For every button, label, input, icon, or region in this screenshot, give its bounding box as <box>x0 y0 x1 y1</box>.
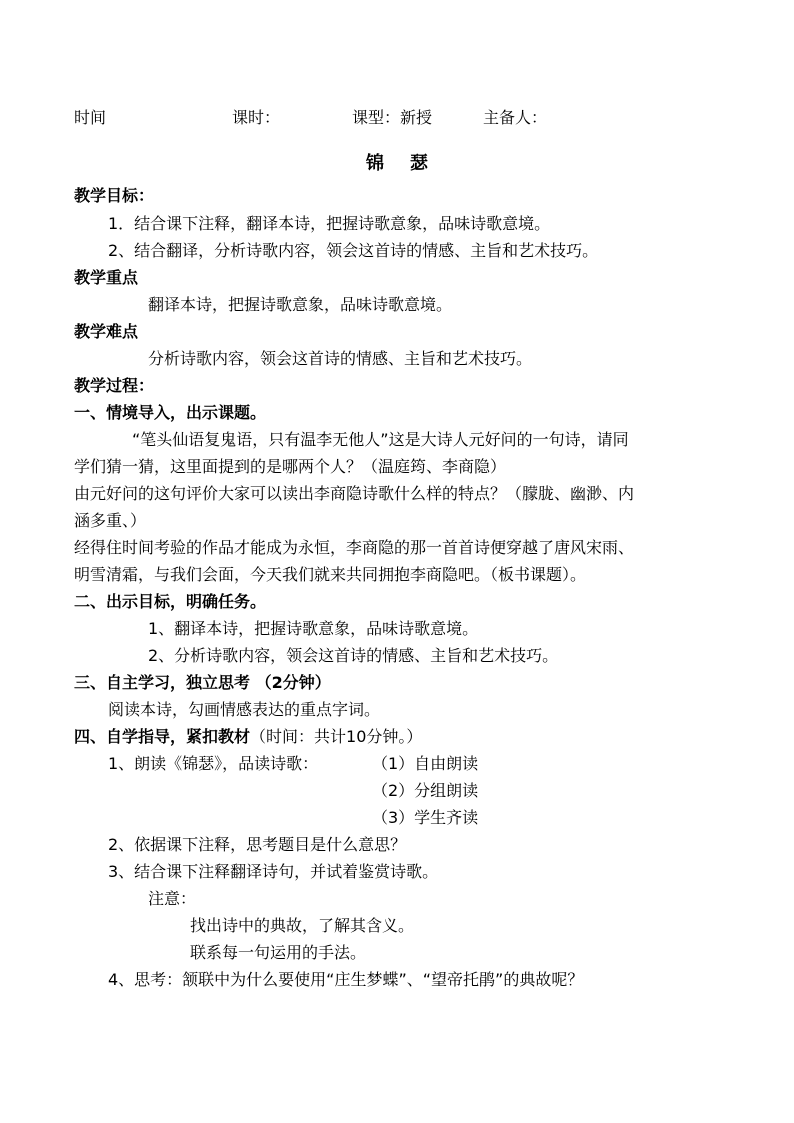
reading-option-2: （2）分组朗读 <box>372 781 479 800</box>
preparer-label: 主备人： <box>483 108 548 127</box>
section3-text: 阅读本诗，勾画情感表达的重点字词。 <box>108 700 381 719</box>
section1-line-4: 涵多重、） <box>74 511 147 530</box>
reading-option-3: （3）学生齐读 <box>372 808 479 827</box>
section4-heading-row <box>74 727 422 747</box>
goals-heading: 教学目标： <box>74 186 155 205</box>
difficulties-text: 分析诗歌内容，领会这首诗的情感、主旨和艺术技巧。 <box>148 349 533 368</box>
section2-heading: 二、出示目标，明确任务。 <box>74 592 267 611</box>
section1-line-5: 经得住时间考验的作品才能成为永恒，李商隐的那一首首诗便穿越了唐风宋雨、 <box>74 538 635 557</box>
lesson-type-label: 课型：新授 <box>352 108 433 127</box>
note-item-1: 找出诗中的典故，了解其含义。 <box>190 916 415 935</box>
goal-item-1: 1．结合课下注释，翻译本诗，把握诗歌意象，品味诗歌意境。 <box>108 214 551 233</box>
page-title: 锦瑟 <box>366 153 454 174</box>
section1-line-3: 由元好问的这句评价大家可以读出李商隐诗歌什么样的特点？（朦胧、幽渺、内 <box>74 484 635 503</box>
process-heading: 教学过程： <box>74 376 155 395</box>
reading-option-1: （1）自由朗读 <box>372 754 479 773</box>
note-label: 注意： <box>148 889 197 908</box>
section4-item-2: 2、依据课下注释，思考题目是什么意思？ <box>108 835 407 854</box>
key-points-heading: 教学重点 <box>74 268 139 287</box>
section1-heading: 一、情境导入，出示课题。 <box>74 403 267 422</box>
section1-line-1: “笔头仙语复鬼语，只有温李无他人”这是大诗人元好问的一句诗，请同 <box>132 430 629 449</box>
section1-line-6: 明雪清霜，与我们会面，今天我们就来共同拥抱李商隐吧。（板书课题）。 <box>74 565 587 584</box>
difficulties-heading: 教学难点 <box>74 322 139 341</box>
key-points-text: 翻译本诗，把握诗歌意象，品味诗歌意境。 <box>148 295 453 314</box>
section4-item-4: 4、思考：颔联中为什么要使用“庄生梦蝶”、“望帝托鹃”的典故呢？ <box>108 970 584 989</box>
section4-heading: 四、自学指导，紧扣教材 <box>74 727 251 746</box>
section4-time-note: （时间：共计10分钟。） <box>250 727 423 746</box>
time-label: 时间 <box>74 108 107 127</box>
note-item-2: 联系每一句运用的手法。 <box>190 943 367 962</box>
period-label: 课时： <box>232 108 281 127</box>
section4-item-3: 3、结合课下注释翻译诗句，并试着鉴赏诗歌。 <box>108 862 439 881</box>
section3-heading: 三、自主学习，独立思考 （2分钟） <box>74 673 331 692</box>
section2-item-1: 1、翻译本诗，把握诗歌意象，品味诗歌意境。 <box>148 619 479 638</box>
section2-item-2: 2、分析诗歌内容，领会这首诗的情感、主旨和艺术技巧。 <box>148 646 559 665</box>
section4-item-1: 1、朗读《锦瑟》，品读诗歌： <box>108 754 319 773</box>
section1-line-2: 学们猜一猜，这里面提到的是哪两个人？（温庭筠、李商隐） <box>74 457 507 476</box>
goal-item-2: 2、结合翻译，分析诗歌内容，领会这首诗的情感、主旨和艺术技巧。 <box>108 241 599 260</box>
